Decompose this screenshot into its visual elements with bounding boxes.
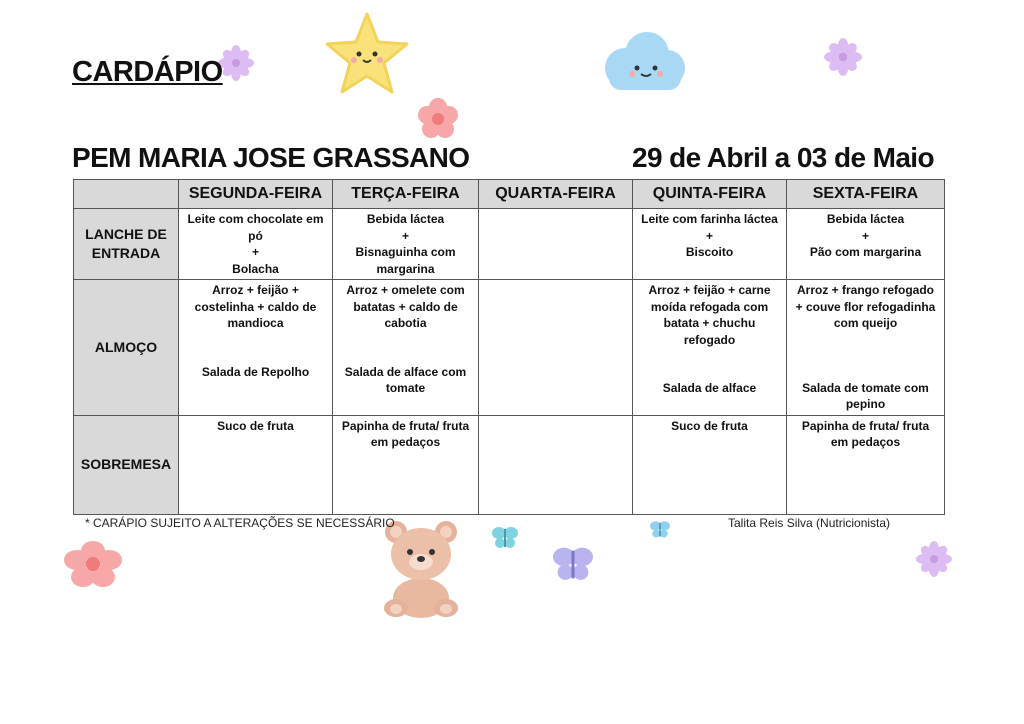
menu-item-line: pó — [248, 228, 263, 243]
menu-cell-wednesday — [479, 415, 633, 514]
menu-cell-tuesday — [333, 280, 479, 416]
meal-row-dessert — [74, 415, 945, 514]
menu-cell-wednesday — [479, 280, 633, 416]
menu-cell-thursday — [633, 209, 787, 280]
menu-item-line — [183, 348, 328, 364]
menu-item-line: mandioca — [227, 316, 284, 330]
menu-cell-monday — [179, 209, 333, 280]
menu-item-line: Leite com farinha láctea — [641, 212, 778, 226]
meal-label — [74, 415, 179, 514]
menu-item-line: costelinha + caldo de — [194, 299, 317, 314]
menu-cell-monday — [179, 415, 333, 514]
menu-item-line: Salada de tomate com — [802, 380, 929, 395]
butterfly-icon — [649, 519, 671, 539]
menu-cell-monday — [179, 280, 333, 416]
menu-item-line: + — [705, 228, 713, 243]
lilac-flower-icon — [218, 45, 254, 81]
cloud-icon — [595, 26, 691, 98]
meal-label-line: SOBREMESA — [80, 456, 172, 472]
menu-item-line: + couve flor refogadinha — [795, 299, 936, 314]
menu-item-line: margarina — [376, 261, 435, 276]
menu-item-line: tomate — [385, 381, 426, 395]
menu-item-line: Suco de fruta — [671, 418, 748, 433]
day-header-wednesday: QUARTA-FEIRA — [479, 180, 633, 209]
menu-item-line: com queijo — [833, 316, 898, 330]
pink-flower-icon — [416, 97, 460, 141]
menu-cell-friday — [787, 415, 945, 514]
menu-item-line: Papinha de fruta/ fruta — [341, 418, 470, 433]
menu-item-line: em pedaços — [370, 435, 441, 449]
teddy-bear-icon — [374, 518, 468, 620]
menu-item-line: + — [251, 245, 259, 259]
week-range: 29 de Abril a 03 de Maio — [631, 142, 934, 173]
menu-item-line: Bebida láctea — [366, 212, 445, 226]
corner-cell — [74, 180, 179, 209]
day-header-monday: SEGUNDA-FEIRA — [179, 180, 333, 209]
menu-item-line: refogado — [683, 332, 736, 347]
menu-item-line: moída refogada com — [650, 299, 769, 314]
menu-item-line — [637, 348, 782, 364]
menu-item-line: pepino — [845, 397, 886, 411]
menu-item-line: Bisnaguinha com — [355, 245, 456, 259]
menu-item-line: batata + chuchu — [663, 316, 756, 330]
menu-cell-friday — [787, 209, 945, 280]
document-title: CARDÁPIO — [72, 56, 223, 88]
meal-label — [74, 209, 179, 280]
menu-item-line: cabotia — [384, 316, 427, 330]
menu-cell-friday — [787, 280, 945, 416]
menu-item-line: Biscoito — [685, 245, 734, 259]
footnote: * CARÁPIO SUJEITO A ALTERAÇÕES SE NECESSÁRIO — [85, 516, 395, 530]
meal-label — [74, 280, 179, 416]
menu-item-line: Bolacha — [232, 261, 279, 276]
menu-item-line: Papinha de fruta/ fruta — [801, 418, 930, 433]
day-header-friday: SEXTA-FEIRA — [787, 180, 945, 209]
menu-item-line — [791, 364, 940, 380]
menu-cell-wednesday — [479, 209, 633, 280]
menu-cell-thursday — [633, 280, 787, 416]
menu-item-line — [183, 332, 328, 348]
menu-item-line — [337, 332, 474, 348]
menu-item-line: + — [401, 228, 409, 243]
menu-table — [73, 179, 945, 515]
lilac-flower-icon — [916, 541, 952, 577]
menu-item-line — [637, 364, 782, 380]
menu-item-line — [791, 348, 940, 364]
meal-row-snack — [74, 209, 945, 280]
menu-item-line: + — [861, 228, 869, 243]
menu-item-line — [337, 348, 474, 364]
meal-label-line: ALMOÇO — [94, 338, 158, 355]
menu-item-line: Arroz + feijão + — [212, 283, 299, 297]
menu-item-line: Leite com chocolate em — [187, 212, 324, 226]
day-header-tuesday: TERÇA-FEIRA — [333, 180, 479, 209]
menu-item-line: Arroz + omelete com — [346, 283, 465, 297]
butterfly-icon — [551, 543, 595, 583]
menu-cell-tuesday — [333, 209, 479, 280]
nutritionist-signature: Talita Reis Silva (Nutricionista) — [728, 516, 891, 530]
meal-label-line: ENTRADA — [91, 245, 161, 261]
butterfly-icon — [491, 524, 519, 550]
menu-item-line: Pão com margarina — [809, 245, 922, 259]
menu-cell-tuesday — [333, 415, 479, 514]
menu-item-line: Suco de fruta — [217, 418, 294, 433]
menu-cell-thursday — [633, 415, 787, 514]
meal-label-line: LANCHE DE — [85, 226, 167, 242]
menu-item-line — [791, 332, 940, 348]
school-name: PEM MARIA JOSE GRASSANO — [72, 142, 470, 173]
star-icon — [323, 10, 411, 98]
menu-item-line: em pedaços — [830, 435, 901, 449]
day-header-thursday: QUINTA-FEIRA — [633, 180, 787, 209]
menu-item-line: Arroz + feijão + carne — [648, 283, 771, 297]
menu-item-line: Arroz + frango refogado — [796, 283, 934, 297]
menu-item-line: Salada de alface — [662, 381, 757, 395]
pink-flower-icon — [63, 540, 123, 588]
table-header-row — [74, 180, 945, 209]
menu-item-line: Salada de Repolho — [201, 364, 310, 379]
menu-item-line: batatas + caldo de — [353, 299, 458, 314]
meal-row-lunch — [74, 280, 945, 416]
menu-item-line: Bebida láctea — [826, 212, 905, 226]
menu-item-line: Salada de alface com — [344, 364, 467, 379]
lilac-flower-icon — [824, 38, 862, 76]
